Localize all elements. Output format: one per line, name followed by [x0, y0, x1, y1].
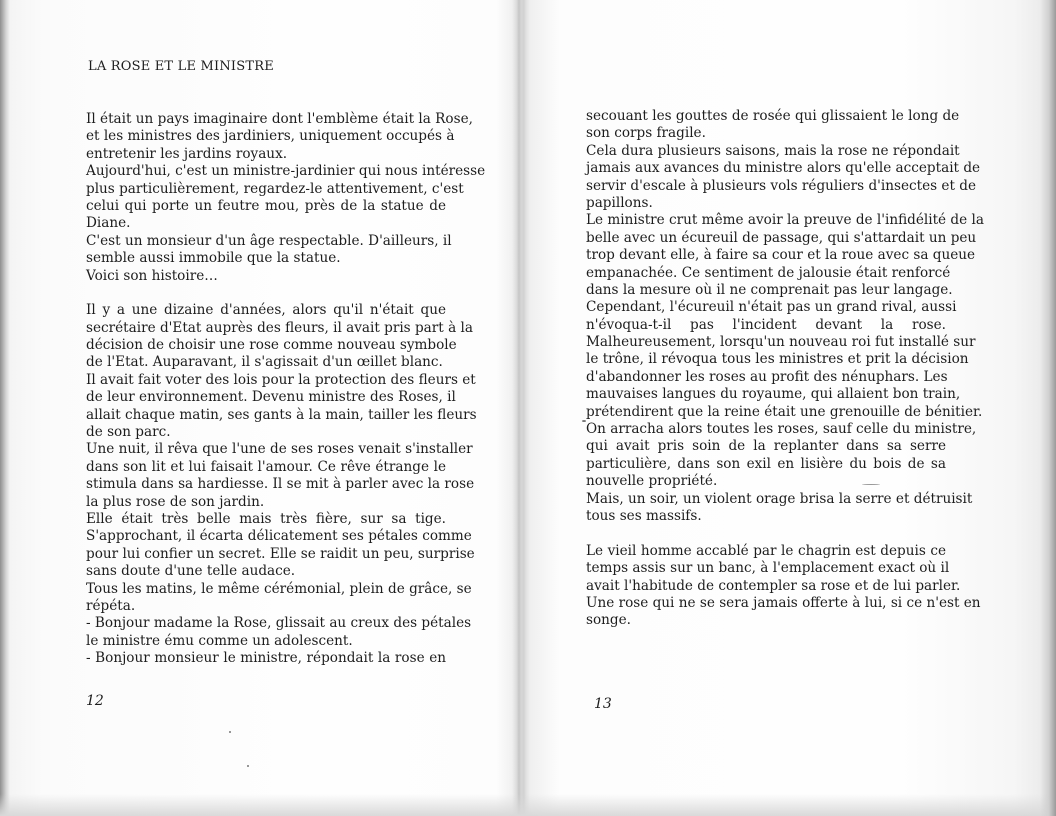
- text-line: tous ses massifs.: [586, 507, 702, 524]
- text-line: stimula dans sa hardiesse. Il se mit à parler avec la rose: [86, 476, 475, 493]
- text-line: Il y a une dizaine d'années, alors qu'il n'était que: [86, 302, 446, 319]
- text-line: temps assis sur un banc, à l'emplacement exact où il: [586, 560, 950, 577]
- left-page-text: [86, 111, 486, 668]
- text-line: qui avait pris soin de la replanter dans sa serre: [586, 438, 946, 455]
- page-number-left: 12: [86, 693, 104, 709]
- text-line: belle avec un écureuil de passage, qui s'attardait un peu: [586, 229, 977, 246]
- text-line: dans son lit et lui faisait l'amour. Ce rêve étrange le: [86, 458, 446, 475]
- text-line: particulière, dans son exil en lisière du bois de sa: [586, 455, 946, 472]
- text-line: secrétaire d'Etat auprès des fleurs, il avait pris part à la: [86, 319, 473, 336]
- text-line: le trône, il révoqua tous les ministres et prit la décision: [586, 351, 969, 368]
- text-line: avait l'habitude de contempler sa rose et de lui parler.: [586, 577, 961, 594]
- text-line: la plus rose de son jardin.: [86, 493, 265, 510]
- paragraph-gap: [586, 525, 946, 542]
- page-number-right: 13: [594, 696, 612, 712]
- text-line: Malheureusement, lorsqu'un nouveau roi fut installé sur: [586, 334, 976, 351]
- text-line: Elle était très belle mais très fière, sur sa tige.: [86, 510, 446, 527]
- text-line: Mais, un soir, un violent orage brisa la serre et détruisit: [586, 490, 973, 507]
- text-line: pour lui confier un secret. Elle se raidit un peu, surprise: [86, 545, 475, 562]
- text-line: trop devant elle, à faire sa cour et la roue avec sa queue: [586, 247, 976, 264]
- text-line: Une nuit, il rêva que l'une de ses roses venait s'installer: [86, 441, 473, 458]
- text-line: répéta.: [86, 597, 136, 614]
- text-line: plus particulièrement, regardez-le attentivement, c'est: [86, 180, 464, 197]
- text-line: Il était un pays imaginaire dont l'emblème était la Rose,: [86, 111, 473, 127]
- page-edge-shadow: [0, 794, 1056, 816]
- text-line: Diane.: [86, 215, 131, 232]
- text-line: sans doute d'une telle audace.: [86, 563, 296, 580]
- paper-speck: [229, 731, 231, 733]
- text-line: servir d'escale à plusieurs vols réguliers d'insectes et de: [586, 177, 977, 194]
- text-line: Aujourd'hui, c'est un ministre-jardinier qui nous intéresse: [86, 163, 486, 180]
- text-line: et les ministres des jardiniers, uniquement occupés à: [86, 128, 455, 145]
- paper-speck: [247, 765, 249, 767]
- text-line: n'évoqua-t-il pas l'incident devant la rose.: [586, 316, 946, 333]
- paragraph-gap: [86, 285, 446, 302]
- text-line: Le ministre crut même avoir la preuve de l'infidélité de la: [586, 212, 984, 229]
- text-line: jamais aux avances du ministre alors qu'elle acceptait de: [586, 160, 981, 177]
- text-line: - Bonjour monsieur le ministre, répondait la rose en: [86, 650, 446, 667]
- text-line: secouant les gouttes de rosée qui glissaient le long de: [586, 108, 960, 124]
- text-line: Cependant, l'écureuil n'était pas un grand rival, aussi: [586, 299, 957, 316]
- text-line: d'abandonner les roses au profit des nénuphars. Les: [586, 368, 948, 385]
- running-head: LA ROSE ET LE MINISTRE: [88, 59, 274, 74]
- paper-speck: [582, 420, 586, 422]
- text-line: C'est un monsieur d'un âge respectable. D'ailleurs, il: [86, 232, 452, 249]
- text-line: - Bonjour madame la Rose, glissait au creux des pétales: [86, 615, 472, 632]
- text-line: S'approchant, il écarta délicatement ses pétales comme: [86, 528, 472, 545]
- text-line: Il avait fait voter des lois pour la protection des fleurs et: [86, 371, 476, 388]
- text-line: empanachée. Ce sentiment de jalousie était renforcé: [586, 264, 951, 281]
- text-line: celui qui porte un feutre mou, près de la statue de: [86, 197, 446, 214]
- text-line: le ministre ému comme un adolescent.: [86, 632, 353, 649]
- text-line: Le vieil homme accablé par le chagrin est depuis ce: [586, 542, 946, 559]
- text-line: papillons.: [586, 194, 653, 211]
- text-line: semble aussi immobile que la statue.: [86, 250, 341, 267]
- text-line: décision de choisir une rose comme nouveau symbole: [86, 337, 457, 354]
- pencil-mark: [862, 484, 880, 485]
- text-line: Cela dura plusieurs saisons, mais la rose ne répondait: [586, 142, 960, 159]
- text-line: allait chaque matin, ses gants à la main, tailler les fleurs: [86, 406, 477, 423]
- text-line: Voici son histoire…: [86, 267, 218, 284]
- book-gutter: [512, 0, 526, 816]
- text-line: Une rose qui ne se sera jamais offerte à lui, si ce n'est en: [586, 594, 981, 611]
- right-page-text: [586, 108, 984, 630]
- text-line: mauvaises langues du royaume, qui allaient bon train,: [586, 386, 961, 403]
- text-line: On arracha alors toutes les roses, sauf celle du ministre,: [586, 421, 977, 438]
- text-line: de son parc.: [86, 424, 171, 441]
- text-line: dans la mesure où il ne comprenait pas leur langage.: [586, 281, 953, 298]
- text-line: son corps fragile.: [586, 125, 706, 142]
- text-line: Tous les matins, le même cérémonial, plein de grâce, se: [86, 580, 472, 597]
- text-line: de leur environnement. Devenu ministre des Roses, il: [86, 389, 456, 406]
- text-line: nouvelle propriété.: [586, 473, 718, 490]
- text-line: prétendirent que la reine était une grenouille de bénitier.: [586, 403, 983, 420]
- text-line: de l'Etat. Auparavant, il s'agissait d'un œillet blanc.: [86, 354, 443, 371]
- text-line: songe.: [586, 612, 631, 629]
- text-line: entretenir les jardins royaux.: [86, 145, 288, 162]
